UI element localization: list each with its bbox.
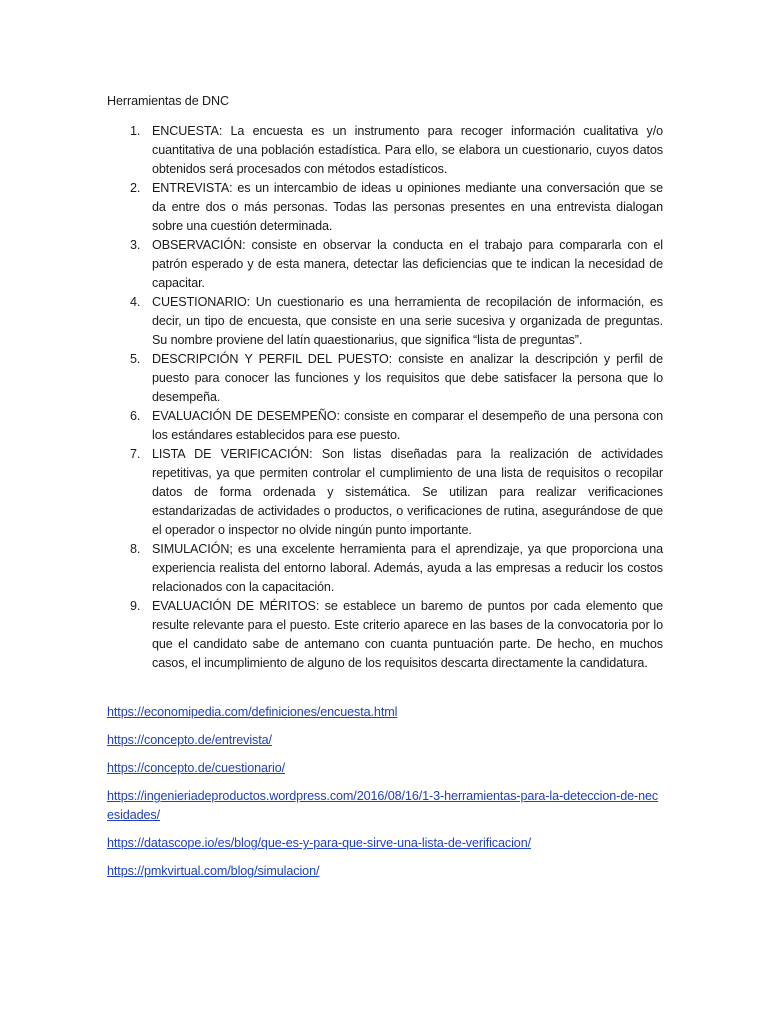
link-datascope-lista-verificacion[interactable]: https://datascope.io/es/blog/que-es-y-para-que-sirve-una-lista-de-verificacion/ xyxy=(107,836,531,850)
list-item-number: 5. xyxy=(130,352,141,366)
link-economipedia-encuesta[interactable]: https://economipedia.com/definiciones/encuesta.html xyxy=(107,705,398,719)
link-concepto-cuestionario[interactable]: https://concepto.de/cuestionario/ xyxy=(107,761,286,775)
list-item-text: OBSERVACIÓN: consiste en observar la conducta en el trabajo para compararla con el patrón esperado y de esta manera, detectar las deficiencias que te indican la necesidad de capacitar. xyxy=(152,238,663,290)
list-item-cuestionario xyxy=(107,293,663,350)
reference-links xyxy=(107,703,663,890)
tools-list xyxy=(107,122,663,673)
list-item-text: EVALUACIÓN DE DESEMPEÑO: consiste en comparar el desempeño de una persona con los estándares establecidos para ese puesto. xyxy=(152,409,663,442)
list-item-text: DESCRIPCIÓN Y PERFIL DEL PUESTO: consiste en analizar la descripción y perfil de puesto para conocer las funciones y los requisitos que debe satisfacer la persona que lo desempeña. xyxy=(152,352,663,404)
document-title: Herramientas de DNC xyxy=(107,94,229,108)
list-item-observacion xyxy=(107,236,663,293)
link-pmkvirtual-simulacion[interactable]: https://pmkvirtual.com/blog/simulacion/ xyxy=(107,864,320,878)
list-item-text: ENTREVISTA: es un intercambio de ideas u opiniones mediante una conversación que se da entre dos o más personas. Todas las personas presentes en una entrevista dialogan sobre una cuestión determinada. xyxy=(152,181,663,233)
list-item-lista-verificacion xyxy=(107,445,663,540)
list-item-evaluacion-desempeno xyxy=(107,407,663,445)
list-item-text: LISTA DE VERIFICACIÓN: Son listas diseñadas para la realización de actividades repetitivas, ya que permiten controlar el cumplimiento de una lista de requisitos o recopilar datos de forma ordenada y sistemática. Se utilizan para realizar verificaciones estandarizadas de actividades o productos, o verificaciones de rutina, asegurándose de que el operador o inspector no olvide ningún punto importante. xyxy=(152,447,663,537)
list-item-number: 2. xyxy=(130,181,141,195)
list-item-encuesta xyxy=(107,122,663,179)
list-item-number: 9. xyxy=(130,599,141,613)
list-item-text: CUESTIONARIO: Un cuestionario es una herramienta de recopilación de información, es decir, un tipo de encuesta, que consiste en una serie sucesiva y organizada de preguntas. Su nombre proviene del latín quaestionarius, que significa “lista de preguntas”. xyxy=(152,295,663,347)
list-item-number: 4. xyxy=(130,295,141,309)
list-item-text: ENCUESTA: La encuesta es un instrumento para recoger información cualitativa y/o cuantitativa de una población estadística. Para ello, se elabora un cuestionario, cuyos datos obtenidos será procesados con métodos estadísticos. xyxy=(152,124,663,176)
list-item-simulacion xyxy=(107,540,663,597)
list-item-number: 3. xyxy=(130,238,141,252)
list-item-descripcion-perfil-puesto xyxy=(107,350,663,407)
list-item-number: 6. xyxy=(130,409,141,423)
link-ingenieriadeproductos[interactable]: https://ingenieriadeproductos.wordpress.com/2016/08/16/1-3-herramientas-para-la-deteccion-de-necesidades/ xyxy=(107,789,659,822)
list-item-evaluacion-meritos xyxy=(107,597,663,673)
list-item-number: 8. xyxy=(130,542,141,556)
list-item-number: 7. xyxy=(130,447,141,461)
list-item-text: SIMULACIÓN; es una excelente herramienta para el aprendizaje, ya que proporciona una experiencia realista del entorno laboral. Además, ayuda a las empresas a reducir los costos relacionados con la capacitación. xyxy=(152,542,663,594)
list-item-entrevista xyxy=(107,179,663,236)
link-concepto-entrevista[interactable]: https://concepto.de/entrevista/ xyxy=(107,733,272,747)
list-item-text: EVALUACIÓN DE MÉRITOS: se establece un baremo de puntos por cada elemento que resulte relevante para el puesto. Este criterio aparece en las bases de la convocatoria por lo que el candidato sabe de antemano con cuanta puntuación parte. De hecho, en muchos casos, el incumplimiento de alguno de los requisitos descarta directamente la candidatura. xyxy=(152,599,663,670)
list-item-number: 1. xyxy=(130,124,141,138)
